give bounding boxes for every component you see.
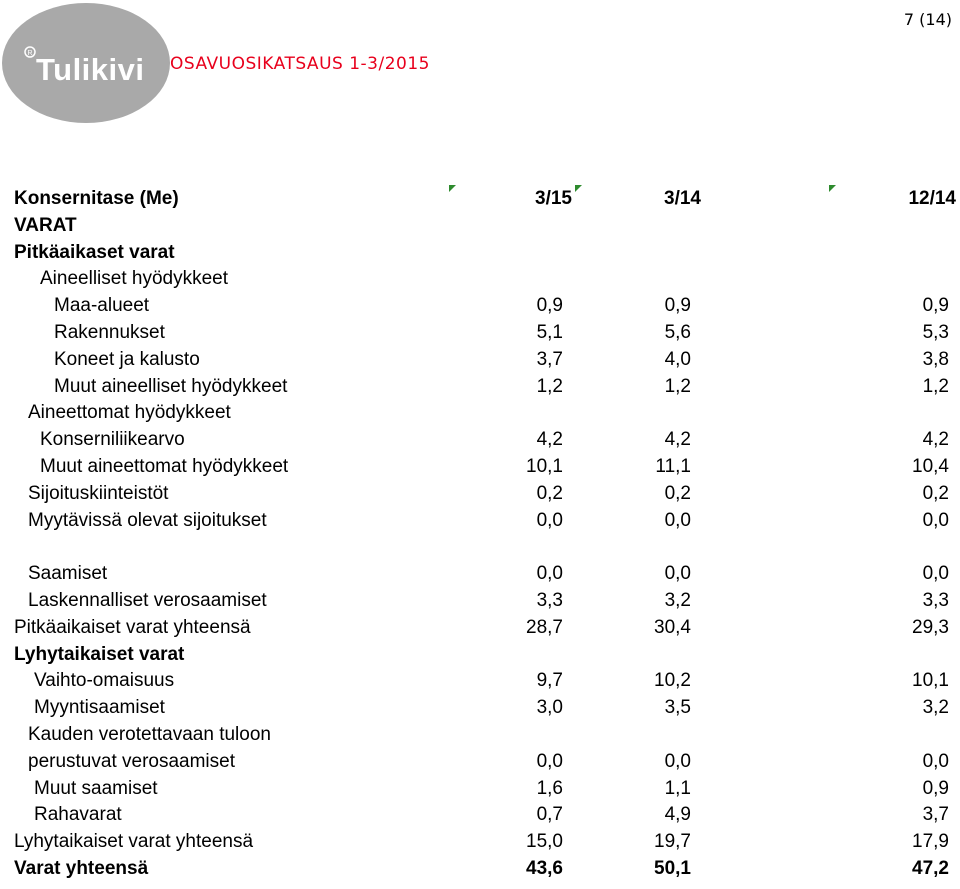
row-label: Pitkäaikaset varat [14, 241, 175, 263]
balance-sheet-table [0, 186, 960, 883]
table-row [0, 534, 960, 561]
table-row [0, 240, 960, 267]
row-value: 10,1 [526, 455, 563, 477]
row-value: 9,7 [536, 670, 563, 692]
table-title: Konsernitase (Me) [14, 188, 179, 209]
row-value: 15,0 [526, 831, 563, 853]
row-value: 10,2 [654, 670, 691, 692]
table-row [0, 454, 960, 481]
row-value: 3,2 [664, 589, 691, 611]
row-label: Myyntisaamiset [34, 697, 165, 719]
table-row [0, 695, 960, 722]
row-value: 0,9 [536, 295, 563, 317]
row-value: 0,2 [664, 482, 691, 504]
table-header-row [0, 186, 960, 213]
row-value: 10,1 [912, 670, 949, 692]
table-row [0, 427, 960, 454]
row-value: 0,0 [664, 563, 691, 585]
column-header: 3/15 [535, 188, 572, 209]
row-label: Rakennukset [54, 321, 165, 343]
row-value: 47,2 [912, 857, 949, 879]
row-value: 4,0 [664, 348, 691, 370]
table-row [0, 508, 960, 535]
column-header: 3/14 [664, 188, 701, 209]
row-value: 3,7 [536, 348, 563, 370]
table-row [0, 802, 960, 829]
tulikivi-logo [0, 0, 172, 124]
table-row [0, 722, 960, 749]
row-value: 1,1 [664, 777, 691, 799]
row-label: Aineettomat hyödykkeet [28, 402, 231, 424]
table-row [0, 400, 960, 427]
row-value: 0,2 [922, 482, 949, 504]
row-label: Kauden verotettavaan tuloon [28, 723, 271, 745]
table-row [0, 347, 960, 374]
row-value: 30,4 [654, 616, 691, 638]
row-label: Aineelliset hyödykkeet [40, 268, 228, 290]
row-value: 50,1 [654, 857, 691, 879]
row-value: 4,9 [664, 804, 691, 826]
table-row [0, 481, 960, 508]
row-value: 5,3 [922, 321, 949, 343]
row-value: 0,0 [536, 563, 563, 585]
row-value: 3,8 [922, 348, 949, 370]
table-row [0, 588, 960, 615]
table-row [0, 213, 960, 240]
row-value: 4,2 [664, 429, 691, 451]
row-value: 0,9 [664, 295, 691, 317]
row-value: 10,4 [912, 455, 949, 477]
row-value: 3,0 [536, 697, 563, 719]
row-value: 29,3 [912, 616, 949, 638]
row-label: Muut aineelliset hyödykkeet [54, 375, 288, 397]
row-value: 0,9 [922, 777, 949, 799]
row-value: 0,2 [536, 482, 563, 504]
table-row [0, 749, 960, 776]
row-label: Vaihto-omaisuus [34, 670, 175, 692]
svg-text:R: R [27, 50, 33, 57]
row-value: 43,6 [526, 857, 563, 879]
table-row [0, 374, 960, 401]
row-label: Laskennalliset verosaamiset [28, 589, 267, 611]
row-value: 5,1 [536, 321, 563, 343]
row-value: 0,7 [536, 804, 563, 826]
row-value: 5,6 [664, 321, 691, 343]
row-value: 0,0 [536, 750, 563, 772]
row-value: 19,7 [654, 831, 691, 853]
table-row [0, 776, 960, 803]
table-row [0, 266, 960, 293]
table-row [0, 668, 960, 695]
row-label: Lyhytaikaiset varat [14, 643, 185, 665]
table-row [0, 293, 960, 320]
row-value: 0,0 [536, 509, 563, 531]
row-value: 0,0 [922, 750, 949, 772]
row-value: 3,7 [922, 804, 949, 826]
row-value: 28,7 [526, 616, 563, 638]
page-number: 7 (14) [903, 10, 952, 29]
row-value: 3,3 [922, 589, 949, 611]
row-label: perustuvat verosaamiset [28, 750, 235, 772]
row-value: 3,3 [536, 589, 563, 611]
column-header: 12/14 [908, 188, 956, 209]
row-value: 1,2 [536, 375, 563, 397]
row-value: 1,2 [922, 375, 949, 397]
table-row [0, 829, 960, 856]
report-title: OSAVUOSIKATSAUS 1-3/2015 [170, 54, 430, 74]
row-value: 17,9 [912, 831, 949, 853]
row-value: 1,6 [536, 777, 563, 799]
table-row [0, 561, 960, 588]
row-label: Varat yhteensä [14, 857, 149, 879]
row-value: 1,2 [664, 375, 691, 397]
row-value: 3,5 [664, 697, 691, 719]
row-label: Lyhytaikaiset varat yhteensä [14, 831, 254, 853]
row-label: Pitkäaikaiset varat yhteensä [14, 616, 251, 638]
row-value: 3,2 [922, 697, 949, 719]
row-value: 4,2 [536, 429, 563, 451]
row-value: 4,2 [922, 429, 949, 451]
table-row [0, 615, 960, 642]
row-label: Myytävissä olevat sijoitukset [28, 509, 267, 531]
row-value: 0,0 [664, 509, 691, 531]
row-label: VARAT [14, 214, 77, 236]
row-label: Muut saamiset [34, 777, 158, 799]
row-label: Rahavarat [34, 804, 122, 826]
row-label: Konserniliikearvo [40, 429, 185, 451]
row-label: Maa-alueet [54, 295, 150, 317]
row-label: Saamiset [28, 563, 108, 585]
row-label: Sijoituskiinteistöt [28, 482, 169, 504]
table-row [0, 320, 960, 347]
logo-wordmark: Tulikivi [36, 52, 145, 87]
row-value: 0,0 [922, 509, 949, 531]
row-value: 0,0 [922, 563, 949, 585]
table-row [0, 642, 960, 669]
row-value: 0,9 [922, 295, 949, 317]
table-row [0, 856, 960, 883]
row-label: Koneet ja kalusto [54, 348, 200, 370]
row-value: 11,1 [655, 455, 691, 477]
row-value: 0,0 [664, 750, 691, 772]
row-label: Muut aineettomat hyödykkeet [40, 455, 289, 477]
